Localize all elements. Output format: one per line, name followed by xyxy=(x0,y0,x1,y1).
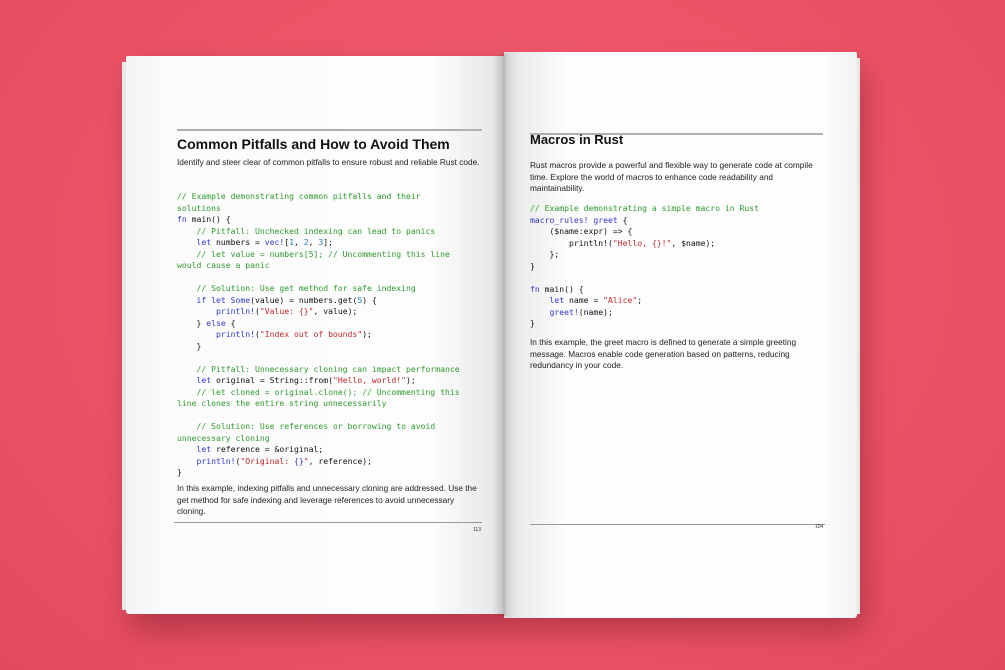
code-token: , $name); xyxy=(671,237,716,248)
code-token: , xyxy=(308,237,319,247)
code-line xyxy=(177,249,450,259)
code-token xyxy=(530,307,550,317)
code-token xyxy=(177,456,197,466)
code-token: , reference); xyxy=(308,455,372,466)
code-token: if let xyxy=(196,294,226,305)
code-block xyxy=(530,203,759,330)
code-token: original = String::from( xyxy=(211,375,333,385)
code-line xyxy=(530,215,627,225)
code-token: "Alice" xyxy=(603,295,638,305)
code-token: else xyxy=(206,317,226,328)
code-token: } xyxy=(530,318,535,328)
book-spine xyxy=(494,54,514,616)
code-token: would cause a panic xyxy=(177,260,270,270)
code-token: // Solution: Use references or borrowing to avoid xyxy=(196,421,436,431)
code-line xyxy=(177,456,372,466)
code-token: // Pitfall: Unchecked indexing can lead to panics xyxy=(196,225,436,236)
code-token xyxy=(177,387,197,397)
code-token: "Hello, world!" xyxy=(332,375,407,385)
intro-paragraph: Rust macros provide a powerful and flexible way to generate code at compile time. Explore the world of macros to enhance code readability and maintainability. xyxy=(530,160,813,194)
code-token: main() { xyxy=(539,283,584,294)
code-token: println! xyxy=(215,306,255,316)
code-token: ) { xyxy=(362,294,377,305)
code-line xyxy=(177,433,270,443)
code-token: main() { xyxy=(186,214,231,224)
code-line xyxy=(177,329,372,339)
outro-paragraph: In this example, indexing pitfalls and unnecessary cloning are addressed. Use the get method for safe indexing and leverage references to avoid unnecessary cloning. xyxy=(177,483,477,517)
code-token: 3 xyxy=(318,237,324,247)
code-line xyxy=(177,467,182,477)
code-line xyxy=(530,307,613,317)
code-token xyxy=(177,444,197,454)
code-line xyxy=(177,203,221,213)
code-token: ( xyxy=(254,306,260,316)
code-token: unnecessary cloning xyxy=(177,432,270,443)
code-token: solutions xyxy=(177,202,221,213)
code-line xyxy=(177,214,231,224)
code-token: } xyxy=(530,260,535,271)
code-line xyxy=(177,191,421,201)
code-line xyxy=(177,364,460,374)
code-token: ; xyxy=(637,295,643,305)
code-token: // let value = numbers[5]; // Uncommenting this line xyxy=(196,248,450,259)
code-token: ($name:expr) => { xyxy=(530,226,633,236)
code-token: "Original: xyxy=(240,455,294,466)
code-line xyxy=(177,398,387,408)
code-token xyxy=(177,375,197,385)
code-token xyxy=(177,283,197,293)
code-line xyxy=(530,226,632,236)
code-token: vec! xyxy=(264,237,285,247)
code-token: { xyxy=(617,214,628,225)
code-token: , xyxy=(293,237,304,247)
code-token: numbers = xyxy=(211,237,265,247)
code-token: // let cloned = original.clone(); // Uncommenting this xyxy=(196,386,460,397)
code-token: // Solution: Use get method for safe indexing xyxy=(196,283,416,293)
code-token xyxy=(177,364,197,374)
code-token: "Value: {}" xyxy=(259,306,314,316)
code-line xyxy=(177,260,270,270)
bottom-rule xyxy=(174,522,482,523)
code-token: let xyxy=(196,375,212,385)
code-token: "Hello, {}!" xyxy=(612,237,672,248)
code-token: let xyxy=(196,237,212,247)
code-line xyxy=(530,284,584,294)
code-token: {} xyxy=(293,455,304,466)
code-token xyxy=(177,329,216,339)
code-line xyxy=(530,295,642,305)
code-line xyxy=(177,387,460,397)
outro-paragraph: In this example, the greet macro is defined to generate a simple greeting message. Macros enable code generation based on patterns, reducing redundancy in your code. xyxy=(530,337,797,371)
code-token: let xyxy=(549,295,565,305)
left-page xyxy=(126,56,506,614)
code-token xyxy=(177,237,197,247)
code-token: // Example demonstrating a simple macro in Rust xyxy=(530,203,760,213)
page-number: 113 xyxy=(473,527,481,533)
page-number: 104 xyxy=(815,524,824,530)
code-line xyxy=(177,444,323,454)
code-line xyxy=(177,375,416,385)
code-token: name = xyxy=(564,295,604,305)
code-line xyxy=(177,318,236,328)
code-token: ); xyxy=(362,329,372,339)
code-token: 1 xyxy=(289,237,294,247)
bottom-rule xyxy=(530,524,825,525)
code-line xyxy=(530,261,535,271)
page-title: Macros in Rust xyxy=(530,132,624,147)
code-token: [ xyxy=(284,237,290,247)
code-line xyxy=(530,203,759,213)
code-token: "Index out of bounds" xyxy=(259,329,363,339)
code-token: ( xyxy=(235,455,241,466)
code-line xyxy=(177,306,357,316)
right-page xyxy=(504,52,857,618)
intro-paragraph: Identify and steer clear of common pitfalls to ensure robust and reliable Rust code. xyxy=(177,157,480,167)
code-token xyxy=(177,421,197,431)
code-token xyxy=(177,226,197,236)
code-line xyxy=(530,238,715,248)
code-block xyxy=(177,191,460,479)
code-token: reference = &original; xyxy=(211,444,324,454)
code-token: ( xyxy=(254,329,260,339)
code-token: }; xyxy=(530,249,560,259)
code-token: } xyxy=(177,317,207,328)
code-token: // Example demonstrating common pitfalls and their xyxy=(177,191,421,201)
code-line xyxy=(177,226,435,236)
code-token: } xyxy=(177,340,202,351)
code-token: let xyxy=(196,444,212,454)
code-token: greet! xyxy=(549,306,579,317)
code-token: , value); xyxy=(313,306,358,316)
code-token: println!( xyxy=(530,237,613,248)
code-line xyxy=(177,341,201,351)
code-token xyxy=(177,306,216,316)
code-token xyxy=(177,295,197,305)
code-token: " xyxy=(303,455,309,466)
page-title: Common Pitfalls and How to Avoid Them xyxy=(177,136,450,152)
code-line xyxy=(177,237,333,247)
code-token: (name); xyxy=(578,306,613,317)
code-line xyxy=(530,249,559,259)
code-token: (value) = numbers.get( xyxy=(250,294,358,305)
code-line xyxy=(177,421,435,431)
code-token: println! xyxy=(196,455,236,466)
code-token: // Pitfall: Unnecessary cloning can impact performance xyxy=(196,363,460,374)
code-token: line clones the entire string unnecessarily xyxy=(177,398,387,408)
code-token: ); xyxy=(406,375,416,385)
code-token: ]; xyxy=(323,237,333,247)
code-token xyxy=(530,295,550,305)
code-line xyxy=(177,283,416,293)
top-rule xyxy=(177,129,482,131)
code-token: 5 xyxy=(357,294,363,305)
code-token: fn xyxy=(177,214,187,224)
code-token xyxy=(177,249,197,259)
code-token: macro_rules! greet xyxy=(530,214,618,225)
code-token: 2 xyxy=(303,237,309,247)
code-token: fn xyxy=(530,283,540,294)
code-line xyxy=(177,295,377,305)
code-line xyxy=(530,318,535,328)
code-token: Some xyxy=(230,294,251,305)
code-token: { xyxy=(225,317,236,328)
code-token: } xyxy=(177,467,182,477)
code-token: println! xyxy=(215,329,255,339)
